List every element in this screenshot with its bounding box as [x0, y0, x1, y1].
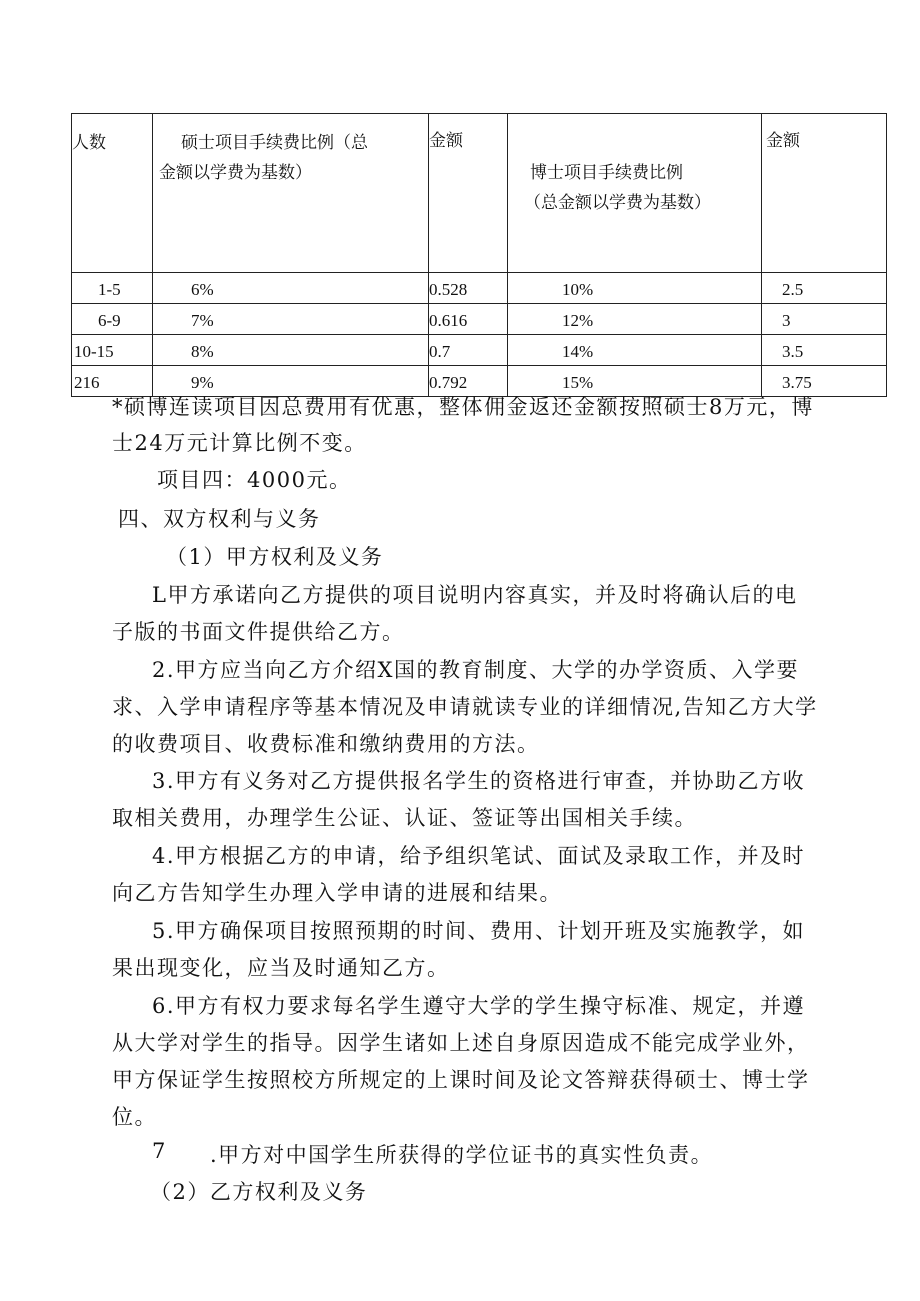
- table-header-row: [72, 114, 887, 273]
- item6-line2: 从大学对学生的指导。因学生诸如上述自身原因造成不能完成学业外，: [112, 1031, 810, 1055]
- item6-line3: 甲方保证学生按照校方所规定的上课时间及论文答辩获得硕士、博士学: [112, 1068, 810, 1092]
- item7-number: 7: [152, 1139, 167, 1163]
- item5-line1: 5.甲方确保项目按照预期的时间、费用、计划开班及实施教学，如: [152, 919, 806, 943]
- cell-count: 6-9: [72, 304, 153, 335]
- note-line2: 士24万元计算比例不变。: [112, 431, 367, 455]
- cell-phd-ratio: 15%: [508, 366, 762, 397]
- item4-line1: 4.甲方根据乙方的申请，给予组织笔试、面试及录取工作，并及时: [152, 844, 806, 868]
- header-phd-ratio-line1: 博士项目手续费比例: [530, 163, 683, 183]
- cell-master-ratio: 6%: [153, 273, 429, 304]
- header-master-ratio-line1: 硕士项目手续费比例（总: [181, 133, 368, 153]
- item3-line2: 取相关费用，办理学生公证、认证、签证等出国相关手续。: [112, 806, 697, 830]
- section4-title: 四、双方权利与义务: [118, 507, 321, 531]
- cell-count: 1-5: [72, 273, 153, 304]
- item2-line1: 2.甲方应当向乙方介绍X国的教育制度、大学的办学资质、入学要: [152, 658, 799, 682]
- cell-master-amount: 0.7: [429, 335, 508, 366]
- cell-count: 10-15: [72, 335, 153, 366]
- cell-master-amount: 0.792: [429, 366, 508, 397]
- header-master-ratio-line2: 金额以学费为基数）: [159, 163, 312, 183]
- commission-table: [71, 113, 887, 397]
- party-b-title: （2）乙方权利及义务: [150, 1180, 368, 1204]
- cell-phd-amount: 3.75: [762, 366, 887, 397]
- cell-master-ratio: 8%: [153, 335, 429, 366]
- cell-phd-ratio: 12%: [508, 304, 762, 335]
- cell-master-ratio: 9%: [153, 366, 429, 397]
- party-a-title: （1）甲方权利及义务: [166, 545, 384, 569]
- cell-phd-ratio: 14%: [508, 335, 762, 366]
- header-phd-ratio: [508, 114, 762, 273]
- cell-phd-amount: 3: [762, 304, 887, 335]
- item2-line3: 的收费项目、收费标准和缴纳费用的方法。: [112, 732, 540, 756]
- table-row: [72, 335, 887, 366]
- item2-line2: 求、入学申请程序等基本情况及申请就读专业的详细情况,告知乙方大学: [112, 695, 818, 719]
- cell-phd-amount: 2.5: [762, 273, 887, 304]
- item6-line4: 位。: [112, 1105, 157, 1129]
- item6-line1: 6.甲方有权力要求每名学生遵守大学的学生操守标准、规定，并遵: [152, 994, 806, 1018]
- table-row: [72, 304, 887, 335]
- item5-line2: 果出现变化，应当及时通知乙方。: [112, 956, 450, 980]
- item3-line1: 3.甲方有义务对乙方提供报名学生的资格进行审查，并协助乙方收: [152, 769, 806, 793]
- item1-line2: 子版的书面文件提供给乙方。: [112, 620, 405, 644]
- cell-master-amount: 0.528: [429, 273, 508, 304]
- cell-count: 216: [72, 366, 153, 397]
- header-phd-ratio-line2: （总金额以学费为基数）: [524, 193, 711, 213]
- header-count: 人数: [72, 114, 153, 273]
- project4-text: 项目四：4000元。: [157, 468, 352, 492]
- cell-phd-ratio: 10%: [508, 273, 762, 304]
- note-line1: *硕博连读项目因总费用有优惠，整体佣金返还金额按照硕士8万元，博: [112, 395, 814, 419]
- header-master-ratio: [153, 114, 429, 273]
- item4-line2: 向乙方告知学生办理入学申请的进展和结果。: [112, 881, 562, 905]
- header-amount-master: 金额: [429, 114, 508, 273]
- header-amount-phd: 金额: [762, 114, 887, 273]
- table-row: [72, 273, 887, 304]
- item1-line1: L甲方承诺向乙方提供的项目说明内容真实，并及时将确认后的电: [152, 583, 798, 607]
- cell-master-amount: 0.616: [429, 304, 508, 335]
- cell-phd-amount: 3.5: [762, 335, 887, 366]
- item7-text: .甲方对中国学生所获得的学位证书的真实性负责。: [210, 1143, 714, 1167]
- cell-master-ratio: 7%: [153, 304, 429, 335]
